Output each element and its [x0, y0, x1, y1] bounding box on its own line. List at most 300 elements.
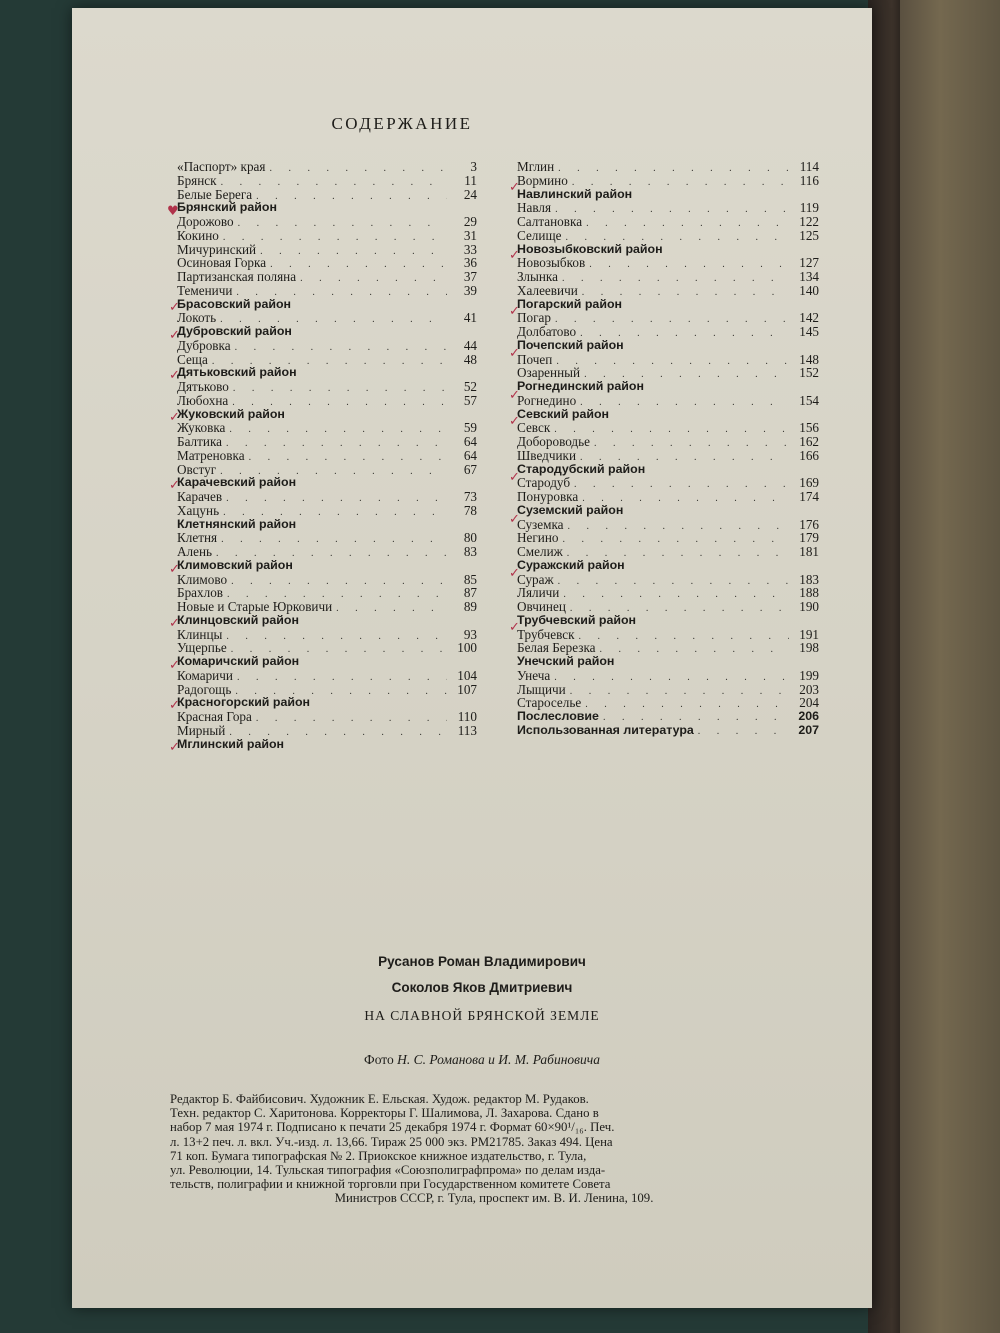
toc-page-number: 59	[463, 420, 477, 436]
toc-entry-label: Стародуб	[517, 475, 571, 491]
toc-entry-label: Погар	[517, 310, 551, 326]
check-mark-icon: ✓	[509, 470, 520, 485]
toc-leader-dots	[556, 355, 789, 369]
toc-section-heading	[517, 298, 819, 312]
toc-leader-dots	[238, 217, 447, 231]
toc-entry	[517, 683, 819, 697]
toc-leader-dots	[229, 423, 447, 437]
toc-entry	[517, 353, 819, 367]
toc-leader-dots	[300, 272, 447, 286]
toc-page-number: 31	[463, 227, 477, 243]
toc-leader-dots	[270, 258, 447, 272]
toc-entry-label: Мглин	[517, 159, 555, 174]
toc-entry	[517, 600, 819, 614]
toc-entry	[517, 545, 819, 559]
toc-leader-dots	[558, 162, 789, 176]
toc-entry	[517, 325, 819, 339]
toc-entry-label: Клинцы	[177, 626, 223, 642]
credits-line: Редактор Б. Файбисович. Художник Е. Ельская. Худож. редактор М. Рудаков.	[170, 1092, 589, 1106]
toc-page-number: 52	[463, 379, 477, 394]
toc-leader-dots	[249, 451, 447, 465]
photo-credit-names: Н. С. Романова и И. М. Рабиновича	[397, 1052, 600, 1067]
toc-entry-label: Карачев	[177, 489, 223, 504]
toc-entry-label: Теменичи	[177, 282, 233, 298]
toc-leader-dots	[237, 671, 447, 685]
toc-entry-label: Климово	[177, 571, 228, 587]
toc-entry	[177, 669, 477, 683]
toc-page-number: 190	[799, 599, 819, 614]
toc-page-number: 36	[463, 255, 477, 271]
toc-section-heading	[177, 738, 477, 752]
toc-leader-dots	[256, 190, 447, 204]
toc-leader-dots	[570, 685, 789, 699]
toc-leader-dots	[580, 396, 789, 410]
toc-entry-label: Хацунь	[177, 502, 220, 518]
toc-entry-label: Брахлов	[177, 585, 224, 601]
book-page	[72, 8, 872, 1308]
toc-entry-label: Партизанская поляна	[177, 269, 297, 284]
toc-entry	[177, 215, 477, 229]
toc-page-number: 156	[799, 420, 819, 436]
toc-page-number: 83	[463, 544, 477, 559]
toc-entry-label: Шведчики	[517, 447, 576, 463]
toc-page-number: 198	[799, 640, 819, 656]
toc-entry	[517, 421, 819, 435]
toc-entry	[177, 353, 477, 367]
toc-page-number: 116	[799, 172, 819, 188]
toc-entry-label: Погарский район	[517, 296, 622, 311]
toc-page-number: 207	[798, 722, 819, 737]
toc-entry	[517, 160, 819, 174]
check-mark-icon: ✓	[169, 478, 180, 493]
toc-leader-dots	[223, 231, 447, 245]
toc-page-number: 145	[799, 324, 819, 339]
toc-entry	[517, 573, 819, 587]
toc-page-number: 119	[799, 200, 819, 216]
photo-credit-prefix: Фото	[364, 1052, 394, 1067]
toc-page-number: 191	[799, 626, 819, 642]
toc-leader-dots	[589, 258, 789, 272]
toc-entry-label: Трубчевский район	[517, 612, 637, 627]
toc-page-number: 125	[799, 227, 819, 243]
toc-section-heading	[517, 188, 819, 202]
toc-leader-dots	[221, 176, 447, 190]
toc-page-number: 113	[457, 722, 477, 738]
toc-leader-dots	[585, 698, 789, 712]
toc-page-number: 134	[799, 269, 819, 284]
toc-entry-label: Унечский район	[517, 654, 615, 668]
toc-entry-label: Халеевичи	[517, 282, 578, 298]
toc-entry-label: Использованная литература	[517, 722, 694, 737]
toc-entry	[177, 724, 477, 738]
toc-entry-label: Стародубский район	[517, 461, 646, 476]
toc-entry	[517, 490, 819, 504]
toc-entry-label: Селище	[517, 227, 562, 243]
toc-leader-dots	[600, 643, 789, 657]
toc-entry	[177, 449, 477, 463]
check-mark-icon: ✓	[169, 698, 180, 713]
toc-page-number: 176	[799, 516, 819, 532]
toc-section-heading	[177, 408, 477, 422]
toc-entry-label: Староселье	[517, 695, 582, 711]
toc-page-number: 93	[463, 626, 477, 642]
toc-page-number: 204	[799, 695, 819, 711]
toc-section-heading	[177, 518, 477, 532]
toc-entry-label: Озаренный	[517, 365, 581, 381]
toc-page-number: 174	[799, 489, 819, 504]
toc-entry	[177, 270, 477, 284]
toc-section-heading	[177, 366, 477, 380]
toc-leader-dots	[260, 245, 447, 259]
toc-section-heading	[517, 710, 819, 724]
toc-entry-label: Понуровка	[517, 489, 579, 504]
toc-page-number: 67	[463, 461, 477, 477]
toc-entry	[517, 449, 819, 463]
toc-page-number: 114	[799, 159, 819, 174]
toc-page-number: 78	[463, 502, 477, 518]
toc-entry	[177, 188, 477, 202]
toc-entry-label: Послесловие	[517, 709, 599, 723]
toc-page-number: 39	[463, 282, 477, 298]
toc-entry-label: Суражский район	[517, 557, 625, 572]
toc-page-number: 41	[463, 310, 477, 326]
toc-entry-label: Дорожово	[177, 214, 234, 229]
toc-entry	[177, 174, 477, 188]
toc-entry-label: Ляличи	[517, 585, 560, 601]
toc-leader-dots	[698, 725, 789, 739]
toc-entry	[177, 229, 477, 243]
toc-page-number: 64	[463, 434, 477, 449]
toc-leader-dots	[579, 630, 790, 644]
toc-page-number: 11	[464, 172, 477, 188]
toc-leader-dots	[256, 712, 447, 726]
toc-page-number: 154	[799, 392, 819, 408]
toc-page-number: 140	[799, 282, 819, 298]
toc-entry	[517, 174, 819, 188]
toc-entry-label: Негино	[517, 530, 559, 546]
toc-page-number: 85	[463, 571, 477, 587]
toc-section-heading	[177, 614, 477, 628]
check-mark-icon: ✓	[169, 410, 180, 425]
toc-entry	[177, 545, 477, 559]
toc-entry	[517, 531, 819, 545]
toc-entry	[177, 586, 477, 600]
toc-entry	[517, 215, 819, 229]
toc-section-heading	[517, 339, 819, 353]
toc-entry-label: Красногорский район	[177, 695, 310, 710]
toc-entry	[517, 256, 819, 270]
toc-leader-dots	[231, 575, 447, 589]
toc-page-number: 199	[799, 667, 819, 683]
toc-section-heading	[517, 408, 819, 422]
credits-line: Министров СССР, г. Тула, проспект им. В. И. Ленина, 109.	[334, 1191, 654, 1206]
toc-page-number: 179	[799, 530, 819, 546]
toc-entry-label: Новозыбковский район	[517, 241, 663, 256]
toc-page-number: 80	[463, 530, 477, 546]
toc-entry-label: Суземка	[517, 516, 564, 532]
toc-entry	[177, 600, 477, 614]
toc-entry-label: Злынка	[517, 269, 558, 284]
toc-section-heading	[517, 559, 819, 573]
toc-entry-label: Навлинский район	[517, 186, 633, 201]
toc-entry	[517, 586, 819, 600]
credits-line: ул. Революции, 14. Тульская типография «Союзполиграфпрома» по делам изда-	[170, 1163, 606, 1178]
toc-page-number: 100	[457, 640, 477, 656]
credits-line: набор 7 мая 1974 г. Подписано к печати 25 декабря 1974 г. Формат 60×90¹/₁₆. Печ.	[170, 1120, 615, 1135]
toc-entry-label: Брянск	[177, 172, 217, 188]
toc-entry-label: Любохна	[177, 392, 229, 408]
toc-page-number: 203	[799, 681, 819, 697]
check-mark-icon: ✓	[169, 740, 180, 755]
toc-entry-label: Карачевский район	[177, 475, 297, 490]
toc-leader-dots	[233, 382, 447, 396]
toc-leader-dots	[594, 437, 789, 451]
toc-entry	[517, 201, 819, 215]
toc-entry-label: Овчинец	[517, 599, 566, 614]
toc-page-number: 64	[463, 447, 477, 463]
toc-entry-label: Новые и Старые Юрковичи	[177, 599, 333, 614]
toc-section-heading	[517, 614, 819, 628]
toc-entry	[177, 256, 477, 270]
toc-entry-label: Рогнедино	[517, 392, 577, 408]
toc-entry-label: Брасовский район	[177, 296, 292, 311]
toc-section-heading	[177, 325, 477, 339]
toc-page-number: 122	[799, 214, 819, 229]
toc-entry	[517, 628, 819, 642]
book-cover-edge	[900, 0, 1000, 1333]
toc-entry	[177, 160, 477, 174]
toc-page-number: 104	[457, 667, 477, 683]
toc-entry-label: Радогощь	[177, 681, 232, 697]
toc-entry	[517, 270, 819, 284]
toc-entry	[177, 504, 477, 518]
toc-leader-dots	[562, 272, 789, 286]
toc-leader-dots	[226, 492, 447, 506]
toc-leader-dots	[336, 602, 447, 616]
toc-section-heading	[177, 559, 477, 573]
toc-section-heading	[177, 476, 477, 490]
check-mark-icon: ✓	[509, 620, 520, 635]
toc-entry-label: Долбатово	[517, 324, 577, 339]
toc-leader-dots	[555, 203, 789, 217]
toc-section-heading	[517, 380, 819, 394]
toc-entry	[517, 435, 819, 449]
toc-entry-label: Суземский район	[517, 502, 624, 517]
toc-page-number: 29	[463, 214, 477, 229]
toc-entry-label: Севск	[517, 420, 551, 436]
toc-entry-label: Почеп	[517, 351, 553, 367]
check-mark-icon: ✓	[509, 248, 520, 263]
toc-entry-label: Дятьковский район	[177, 365, 297, 380]
toc-entry	[517, 518, 819, 532]
toc-entry-label: Севский район	[517, 406, 610, 421]
toc-entry	[177, 243, 477, 257]
toc-page-number: 206	[798, 709, 819, 723]
toc-title: СОДЕРЖАНИЕ	[331, 114, 473, 133]
toc-entry	[177, 641, 477, 655]
toc-left-column	[177, 160, 477, 751]
toc-entry-label: Овстуг	[177, 461, 217, 477]
toc-section-heading	[177, 201, 477, 215]
toc-right-column	[517, 160, 819, 738]
toc-leader-dots	[586, 217, 789, 231]
toc-page-number: 181	[799, 544, 819, 559]
check-mark-icon: ✓	[169, 368, 180, 383]
toc-section-heading	[177, 298, 477, 312]
toc-page-number: 148	[799, 351, 819, 367]
toc-leader-dots	[563, 533, 790, 547]
toc-entry	[517, 394, 819, 408]
credits-line: Техн. редактор С. Харитонова. Корректоры Г. Шалимова, Л. Захарова. Сдано в	[170, 1106, 599, 1121]
toc-page-number: 166	[799, 447, 819, 463]
toc-entry-label: Клетнянский район	[177, 516, 297, 531]
toc-entry-label: Алень	[177, 544, 213, 559]
toc-entry-label: Рогнединский район	[517, 379, 644, 393]
author-name: Соколов Яков Дмитриевич	[391, 980, 573, 995]
toc-leader-dots	[226, 437, 447, 451]
toc-entry	[177, 339, 477, 353]
toc-entry-label: Локоть	[177, 310, 217, 326]
toc-entry	[517, 669, 819, 683]
toc-entry-label: Салтановка	[517, 214, 583, 229]
check-mark-icon: ✓	[509, 388, 520, 403]
toc-entry-label: Смелиж	[517, 544, 563, 559]
toc-entry	[517, 284, 819, 298]
check-mark-icon: ✓	[169, 658, 180, 673]
toc-leader-dots	[269, 162, 447, 176]
toc-leader-dots	[555, 313, 789, 327]
toc-page-number: 48	[463, 351, 477, 367]
toc-entry-label: Кокино	[177, 227, 219, 243]
toc-page-number: 107	[457, 681, 477, 697]
check-mark-icon: ✓	[169, 562, 180, 577]
toc-page-number: 110	[457, 709, 477, 724]
check-mark-icon: ✓	[509, 512, 520, 527]
author-name: Русанов Роман Владимирович	[378, 954, 586, 969]
toc-entry-label: Балтика	[177, 434, 223, 449]
toc-entry-label: Жуковский район	[177, 406, 285, 421]
toc-section-heading	[517, 504, 819, 518]
toc-entry	[177, 380, 477, 394]
toc-entry-label: Сеща	[177, 351, 208, 367]
credits-line: 71 коп. Бумага типографская № 2. Приокское книжное издательство, г. Тула,	[170, 1148, 587, 1163]
check-mark-icon: ✓	[169, 616, 180, 631]
toc-page-number: 89	[463, 599, 477, 614]
check-mark-icon: ✓	[509, 304, 520, 319]
toc-entry-label: Почепский район	[517, 337, 624, 352]
toc-entry	[177, 531, 477, 545]
toc-leader-dots	[568, 520, 789, 534]
toc-section-heading	[517, 655, 819, 669]
toc-entry	[517, 696, 819, 710]
toc-entry-label: Мглинский район	[177, 736, 285, 751]
toc-page-number: 142	[799, 310, 819, 326]
toc-entry	[517, 311, 819, 325]
toc-entry-label: Белые Берега	[177, 186, 253, 202]
toc-entry-label: Сураж	[517, 571, 554, 587]
toc-page-number: 57	[463, 392, 477, 408]
toc-leader-dots	[226, 630, 447, 644]
check-mark-icon: ✓	[509, 180, 520, 195]
toc-entry-label: Белая Березка	[517, 640, 596, 656]
toc-entry-label: Комаричи	[177, 667, 233, 683]
book-title: НА СЛАВНОЙ БРЯНСКОЙ ЗЕМЛЕ	[364, 1008, 600, 1023]
toc-entry-label: Унеча	[517, 667, 551, 683]
toc-entry	[177, 284, 477, 298]
toc-entry-label: Клинцовский район	[177, 612, 299, 627]
toc-entry	[177, 628, 477, 642]
toc-page-number: 44	[463, 337, 477, 353]
check-mark-icon: ✓	[509, 414, 520, 429]
toc-page-number: 183	[799, 571, 819, 587]
check-mark-icon: ✓	[169, 300, 180, 315]
toc-entry-label: Дятьково	[177, 379, 229, 394]
credits-line: л. 13+2 печ. л. вкл. Уч.-изд. л. 13,66. Тираж 25 000 экз. РМ21785. Заказ 494. Цена	[170, 1134, 613, 1149]
toc-entry	[177, 463, 477, 477]
toc-entry	[517, 641, 819, 655]
toc-page-number: 127	[799, 255, 819, 271]
check-mark-icon: ✓	[169, 328, 180, 343]
toc-entry-label: Мичуринский	[177, 241, 257, 257]
toc-page-number: 37	[463, 269, 477, 284]
toc-leader-dots	[235, 341, 447, 355]
toc-entry-label: Осиновая Горка	[177, 255, 267, 271]
toc-page-number: 169	[799, 475, 819, 491]
toc-section-heading	[517, 724, 819, 738]
toc-entry-label: Дубровка	[177, 337, 231, 353]
toc-page-number: 33	[463, 241, 477, 257]
toc-entry	[177, 573, 477, 587]
toc-page-number: 87	[463, 585, 477, 601]
toc-entry-label: Трубчевск	[517, 626, 575, 642]
toc-entry-label: Мирный	[177, 722, 226, 738]
toc-entry	[177, 394, 477, 408]
toc-leader-dots	[558, 575, 789, 589]
toc-entry-label: Лыщичи	[517, 681, 566, 697]
toc-entry-label: Комаричский район	[177, 654, 300, 668]
photo-credit	[162, 1052, 802, 1068]
toc-section-heading	[177, 696, 477, 710]
toc-entry	[177, 683, 477, 697]
toc-entry-label: Климовский район	[177, 557, 293, 572]
toc-page-number: 188	[799, 585, 819, 601]
toc-entry-label: Добороводье	[517, 434, 591, 449]
toc-entry-label: Новозыбков	[517, 255, 586, 271]
toc-page-number: 162	[799, 434, 819, 449]
toc-entry-label: Дубровский район	[177, 324, 292, 338]
toc-entry	[517, 476, 819, 490]
toc-entry-label: Вормино	[517, 172, 568, 188]
toc-section-heading	[177, 655, 477, 669]
toc-entry-label: Матреновка	[177, 447, 245, 463]
toc-entry	[177, 421, 477, 435]
check-mark-icon: ✓	[509, 566, 520, 581]
toc-entry	[177, 311, 477, 325]
toc-section-heading	[517, 243, 819, 257]
toc-page-number: 3	[470, 159, 477, 174]
toc-entry	[177, 710, 477, 724]
toc-entry-label: Жуковка	[177, 420, 226, 436]
toc-entry-label: Ущерпье	[177, 640, 227, 656]
check-mark-icon: ♥	[167, 204, 179, 219]
toc-page-number: 24	[463, 186, 477, 202]
toc-entry	[177, 490, 477, 504]
toc-entry-label: Клетня	[177, 530, 218, 546]
toc-entry-label: Навля	[517, 200, 552, 216]
check-mark-icon: ✓	[509, 346, 520, 361]
toc-page-number: 152	[799, 365, 819, 381]
credits-line: тельств, полиграфии и книжной торговли при Государственном комитете Совета	[170, 1177, 611, 1192]
